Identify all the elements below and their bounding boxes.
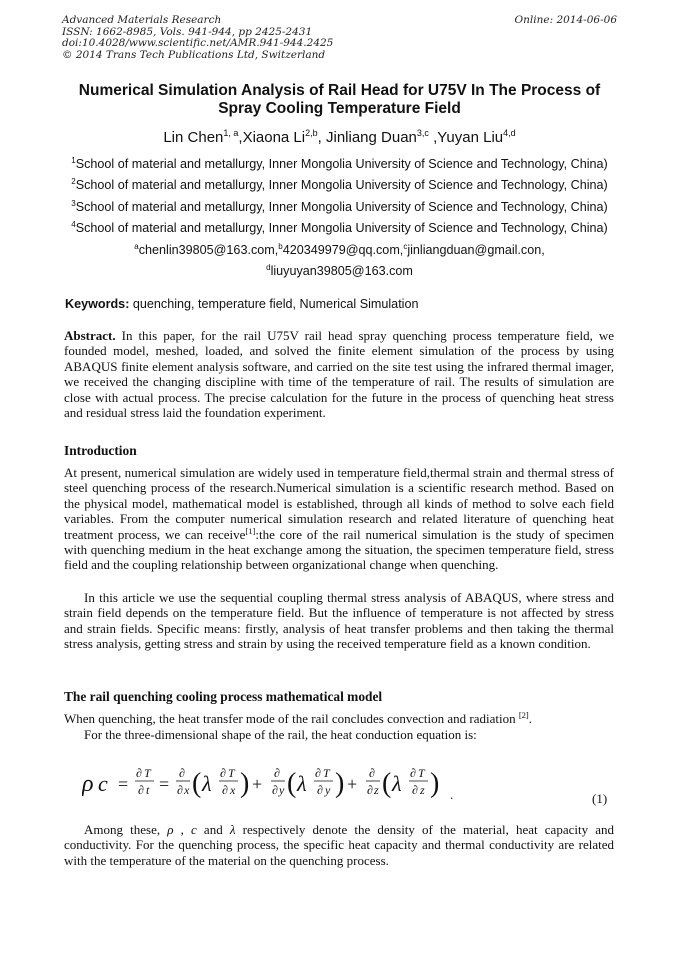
author-list	[62, 128, 617, 148]
eq-plus: +	[347, 774, 358, 794]
affiliation	[62, 220, 617, 236]
affiliation	[62, 177, 617, 193]
frac-num-T: T	[144, 766, 151, 780]
affiliation-sup: 1	[71, 156, 76, 165]
journal-header	[62, 15, 617, 61]
symbol-lambda: λ	[229, 822, 236, 837]
frac-den-partial: ∂	[367, 783, 373, 797]
frac-num-partial: ∂	[410, 766, 416, 780]
frac-den-partial: ∂	[272, 783, 278, 797]
author-sep: ,	[317, 129, 326, 146]
keywords-text: quenching, temperature field, Numerical Simulation	[129, 297, 419, 311]
frac-den-partial: ∂	[412, 783, 418, 797]
email-d: liuyuyan39805@163.com	[270, 264, 413, 278]
model-heading: The rail quenching cooling process mathematical model	[64, 689, 383, 704]
intro-paragraph-1	[64, 465, 614, 573]
frac-den-partial: ∂	[138, 783, 144, 797]
model-paragraph-1	[64, 711, 614, 726]
intro-text: :the core of the rail numerical simulation is the study of specimen with quenching medium in the heat exchange among the situation, the specimen temperature field, stress field and the coupling relationship between organizational change when quenching.	[64, 526, 615, 573]
frac-den-t: t	[146, 783, 150, 797]
eq-c: c	[98, 771, 108, 796]
equation-number: (1)	[592, 791, 608, 806]
author-sep: ,	[238, 129, 243, 146]
eq-equals: =	[118, 774, 129, 794]
abstract-label: Abstract.	[64, 328, 116, 343]
author-sup: 2,b	[305, 128, 318, 138]
author-sup: 4,d	[503, 128, 516, 138]
intro-text: At present, numerical simulation are widely used in temperature field,thermal strain and thermal stress of steel quenching process of the research.Numerical simulation is a scientific research method. Based on the physical model, mathematical model is established, through all kinds of method to solve each field variables. From the computer numerical simulation research and related literature of quenching heat treatment process, we can receive	[64, 465, 614, 542]
author-name: Lin Chen	[163, 129, 224, 146]
author-sep: ,	[428, 129, 438, 146]
author-name: Xiaona Li	[242, 129, 306, 146]
frac-den-z: z	[374, 783, 379, 797]
affiliation-text: School of material and metallurgy, Inner Mongolia University of Science and Technology, China)	[75, 200, 608, 214]
eq-plus: +	[252, 774, 263, 794]
frac-num-partial: ∂	[274, 766, 280, 780]
frac-num-partial: ∂	[315, 766, 321, 780]
affiliation-text: School of material and metallurgy, Inner Mongolia University of Science and Technology, China)	[75, 178, 608, 192]
author-sup: 3,c	[416, 128, 429, 138]
frac-num-partial: ∂	[179, 766, 185, 780]
email-sup: b	[278, 242, 283, 251]
eq-period: .	[450, 787, 454, 802]
author-name: Jinliang Duan	[325, 129, 417, 146]
model-paragraph-3	[64, 822, 614, 868]
citation-ref: [2]	[518, 710, 529, 720]
frac-den-partial: ∂	[177, 783, 183, 797]
frac-num-T: T	[323, 766, 330, 780]
frac-num-T: T	[228, 766, 235, 780]
model-paragraph-2	[64, 727, 614, 742]
eq-equals: =	[159, 774, 170, 794]
abstract-text: In this paper, for the rail U75V rail head spray quenching process temperature field, we founded model, meshed, loaded, and solved the finite element simulation of the process by using ABAQUS finite element analysis software, and carried on the site test using the infrared thermal imager, we received the changing discipline with time of the temperature of rail. The results of simulation are close with actual process. The precise calculation for the future in the process of quenching heat stress and residual stress laid the foundation experiment.	[64, 328, 614, 421]
frac-den-partial: ∂	[317, 783, 323, 797]
doi-line: doi:10.4028/www.scientific.net/AMR.941-944.2425	[62, 37, 334, 49]
affiliation	[62, 199, 617, 215]
frac-den-x: x	[184, 783, 190, 797]
author-sup: 1, a	[223, 128, 239, 138]
affiliation-sup: 3	[71, 199, 76, 208]
email-line-1	[62, 242, 617, 258]
frac-den-z: z	[420, 783, 425, 797]
frac-num-partial: ∂	[369, 766, 375, 780]
online-date: Online: 2014-06-06	[514, 14, 617, 26]
email-line-2	[62, 263, 617, 279]
email-b: 420349979@qq.com,	[282, 243, 404, 257]
eq-rparen: )	[430, 768, 440, 799]
introduction-heading: Introduction	[64, 443, 137, 458]
affiliation-sup: 4	[71, 220, 76, 229]
citation-ref: [1]	[245, 525, 256, 536]
intro-text: In this article we use the sequential coupling thermal stress analysis of ABAQUS, where stress and strain field depends on the temperature field. But the influence of temperature is not affected by stress and strain fields. Specific means: firstly, analysis of heat transfer problems and then taking the thermal stress analysis, getting stress and strain by using the received temperature field as a known condition.	[64, 590, 614, 652]
frac-num-partial: ∂	[136, 766, 142, 780]
frac-num-partial: ∂	[220, 766, 226, 780]
affiliation-text: School of material and metallurgy, Inner Mongolia University of Science and Technology, China)	[75, 221, 608, 235]
email-sup: d	[266, 263, 271, 272]
keywords-label: Keywords:	[65, 297, 130, 311]
paper-title	[62, 82, 617, 118]
author-name: Yuyan Liu	[437, 129, 504, 146]
email-a: chenlin39805@163.com,	[138, 243, 279, 257]
email-sup: c	[403, 242, 408, 251]
intro-paragraph-2	[64, 590, 614, 652]
symbol-rho: ρ	[167, 822, 174, 837]
frac-num-T: T	[418, 766, 425, 780]
model-text: ,	[173, 822, 192, 837]
eq-rparen: )	[335, 768, 345, 799]
email-c: jinliangduan@gmail.con,	[407, 243, 545, 257]
heat-conduction-equation	[82, 763, 622, 803]
eq-lambda: λ	[392, 771, 402, 796]
eq-rho: ρ	[82, 771, 94, 797]
eq-rparen: )	[240, 768, 250, 799]
issn-line: ISSN: 1662-8985, Vols. 941-944, pp 2425-2431	[62, 25, 313, 38]
model-text: .	[528, 711, 533, 726]
model-text: When quenching, the heat transfer mode of the rail concludes convection and radiation	[64, 711, 519, 726]
affiliation	[62, 156, 617, 172]
affiliation-sup: 2	[71, 177, 76, 186]
eq-lparen: (	[287, 768, 297, 799]
abstract-paragraph	[64, 328, 614, 420]
model-text: and	[196, 822, 230, 837]
frac-den-x: x	[230, 783, 236, 797]
model-text: For the three-dimensional shape of the rail, the heat conduction equation is:	[84, 727, 477, 742]
eq-lambda: λ	[202, 771, 212, 796]
symbol-c: c	[191, 822, 197, 837]
affiliation-text: School of material and metallurgy, Inner Mongolia University of Science and Technology, China)	[75, 157, 608, 171]
frac-den-partial: ∂	[222, 783, 228, 797]
model-text: Among these,	[84, 822, 168, 837]
frac-den-y: y	[279, 783, 285, 797]
title-line-2: Spray Cooling Temperature Field	[218, 100, 461, 117]
journal-name: Advanced Materials Research	[62, 14, 222, 26]
eq-lparen: (	[192, 768, 202, 799]
eq-lambda: λ	[297, 771, 307, 796]
eq-lparen: (	[382, 768, 392, 799]
frac-den-y: y	[325, 783, 331, 797]
email-sup: a	[134, 242, 139, 251]
copyright-line: © 2014 Trans Tech Publications Ltd, Switzerland	[62, 48, 326, 61]
keywords	[65, 296, 620, 312]
title-line-1: Numerical Simulation Analysis of Rail Head for U75V In The Process of	[78, 82, 601, 99]
model-text: respectively denote the density of the material, heat capacity and conductivity. For the quenching process, the specific heat capacity and thermal conductivity are related with the temperature of the material on the quenching process.	[64, 822, 614, 868]
